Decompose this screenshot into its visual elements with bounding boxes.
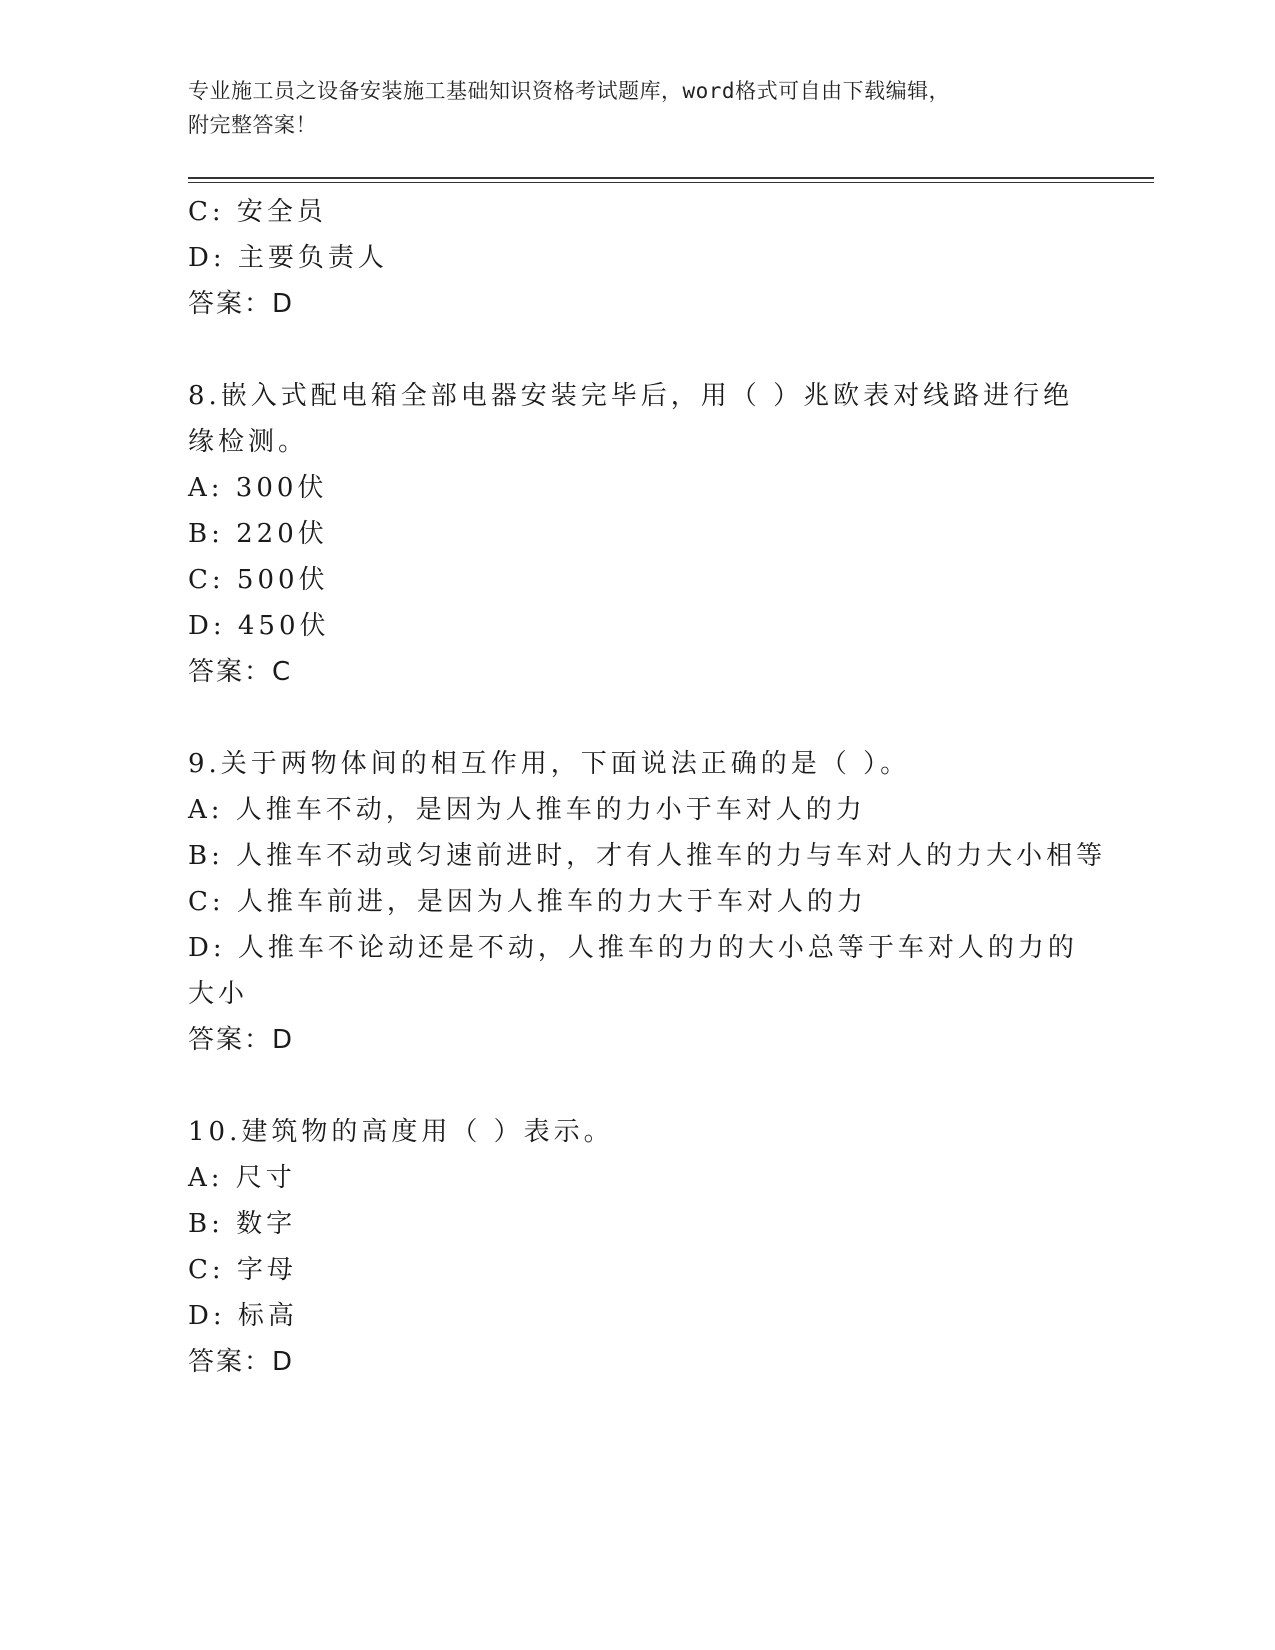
option-b: B: 220伏: [188, 519, 328, 549]
header-line-1: 专业施工员之设备安装施工基础知识资格考试题库，word格式可自由下载编辑，: [188, 79, 951, 103]
option-d: D: 人推车不论动还是不动，人推车的力的大小总等于车对人的力的大小: [188, 933, 1078, 1009]
question-list: [188, 189, 1107, 1385]
question-9: [188, 741, 1107, 1063]
answer-line: 答案：D: [188, 1025, 295, 1055]
answer-line: 答案：D: [188, 289, 295, 319]
spacer: [188, 695, 1088, 741]
header-line-2: 附完整答案！: [188, 113, 317, 137]
answer-line: 答案：C: [188, 657, 293, 687]
option-a: A: 300伏: [188, 473, 328, 503]
option-d: D: 450伏: [188, 611, 330, 641]
option-c: C: 500伏: [188, 565, 329, 595]
question-10: [188, 1109, 1088, 1385]
option-c: C: 安全员: [188, 197, 327, 227]
spacer: [188, 1063, 1088, 1109]
option-a: A: 尺寸: [188, 1163, 296, 1193]
option-b: B: 人推车不动或匀速前进时，才有人推车的力与车对人的力大小相等: [188, 841, 1107, 871]
option-c: C: 字母: [188, 1255, 297, 1285]
spacer: [188, 327, 1088, 373]
answer-line: 答案：D: [188, 1347, 295, 1377]
question-stem: 8.嵌入式配电箱全部电器安装完毕后，用（ ）兆欧表对线路进行绝缘检测。: [188, 381, 1074, 457]
header-divider-thick: [188, 177, 1154, 179]
question-stem: 10.建筑物的高度用（ ）表示。: [188, 1117, 614, 1147]
option-a: A: 人推车不动，是因为人推车的力小于车对人的力: [188, 795, 866, 825]
header-divider-thin: [188, 182, 1154, 183]
question-8: [188, 373, 1088, 695]
question-7-tail: [188, 189, 1088, 327]
option-d: D: 标高: [188, 1301, 298, 1331]
document-header: [188, 74, 1068, 142]
option-d: D: 主要负责人: [188, 243, 388, 273]
option-b: B: 数字: [188, 1209, 297, 1239]
option-c: C: 人推车前进，是因为人推车的力大于车对人的力: [188, 887, 867, 917]
question-stem: 9.关于两物体间的相互作用，下面说法正确的是（ ）。: [188, 749, 911, 779]
